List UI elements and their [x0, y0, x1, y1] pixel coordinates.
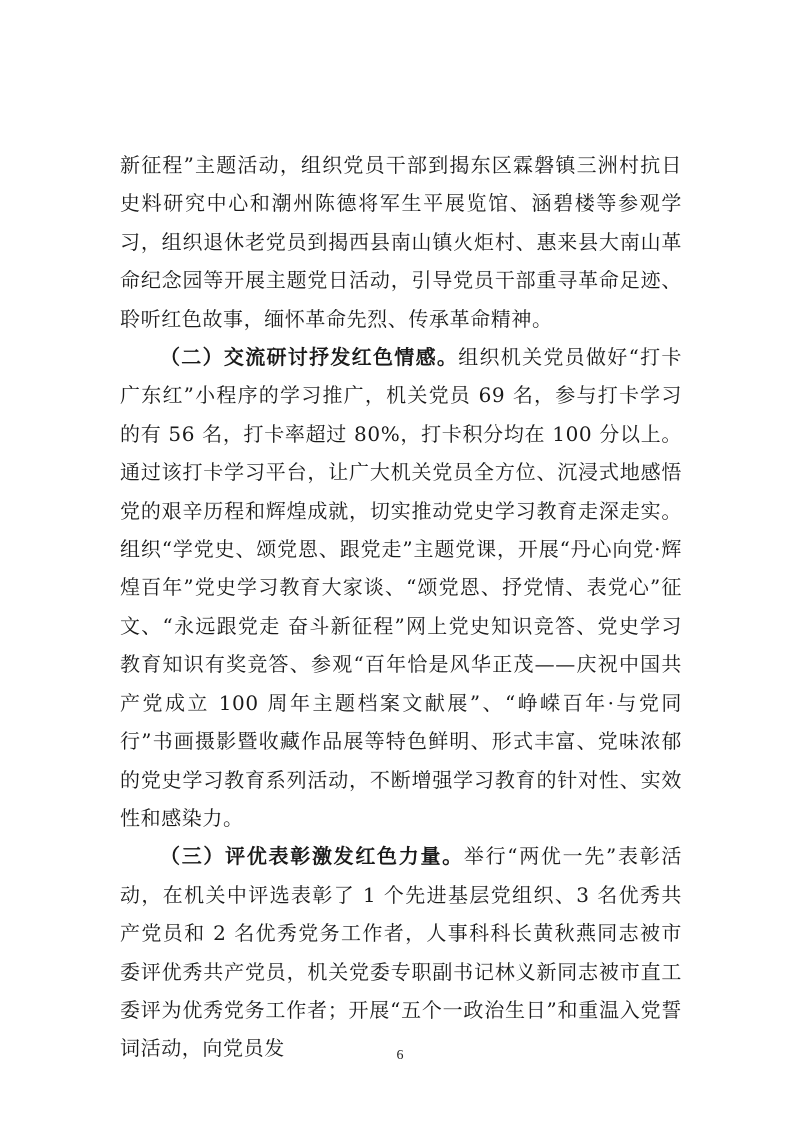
- paragraph-section-2: [120, 338, 682, 837]
- paragraph-section-3: [120, 837, 682, 1067]
- paragraph-text: 组织机关党员做好“打卡广东红”小程序的学习推广，机关党员 69 名，参与打卡学习的有 56 名，打卡率超过 80%，打卡积分均在 100 分以上。通过该打卡学习平台，让广大机关党员全方位、沉浸式地感悟党的艰辛历程和辉煌成就，切实推动党史学习教育走深走实。组织“学党史、颂党恩、跟党走”主题党课，开展“丹心向党·辉煌百年”党史学习教育大家谈、“颂党恩、抒党情、表党心”征文、“永远跟党走 奋斗新征程”网上党史知识竞答、党史学习教育知识有奖竞答、参观“百年恰是风华正茂——庆祝中国共产党成立 100 周年主题档案文献展”、“峥嵘百年·与党同行”书画摄影暨收藏作品展等特色鲜明、形式丰富、党味浓郁的党史学习教育系列活动，不断增强学习教育的针对性、实效性和感染力。: [120, 345, 682, 830]
- document-body: [120, 146, 682, 1068]
- paragraph-text: 举行“两优一先”表彰活动，在机关中评选表彰了 1 个先进基层党组织、3 名优秀共产党员和 2 名优秀党务工作者，人事科科长黄秋燕同志被市委评优秀共产党员，机关党委专职副书记林义新同志被市直工委评为优秀党务工作者；开展“五个一政治生日”和重温入党誓词活动，向党员发: [120, 844, 682, 1061]
- section-heading: （二）交流研讨抒发红色情感。: [160, 345, 459, 370]
- page-number: 6: [396, 1048, 404, 1063]
- paragraph-continuation: [120, 146, 682, 338]
- paragraph-text: 新征程”主题活动，组织党员干部到揭东区霖磐镇三洲村抗日史料研究中心和潮州陈德将军生平展览馆、涵碧楼等参观学习，组织退休老党员到揭西县南山镇火炬村、惠来县大南山革命纪念园等开展主题党日活动，引导党员干部重寻革命足迹、聆听红色故事，缅怀革命先烈、传承革命精神。: [120, 153, 682, 331]
- section-heading: （三）评优表彰激发红色力量。: [160, 844, 464, 869]
